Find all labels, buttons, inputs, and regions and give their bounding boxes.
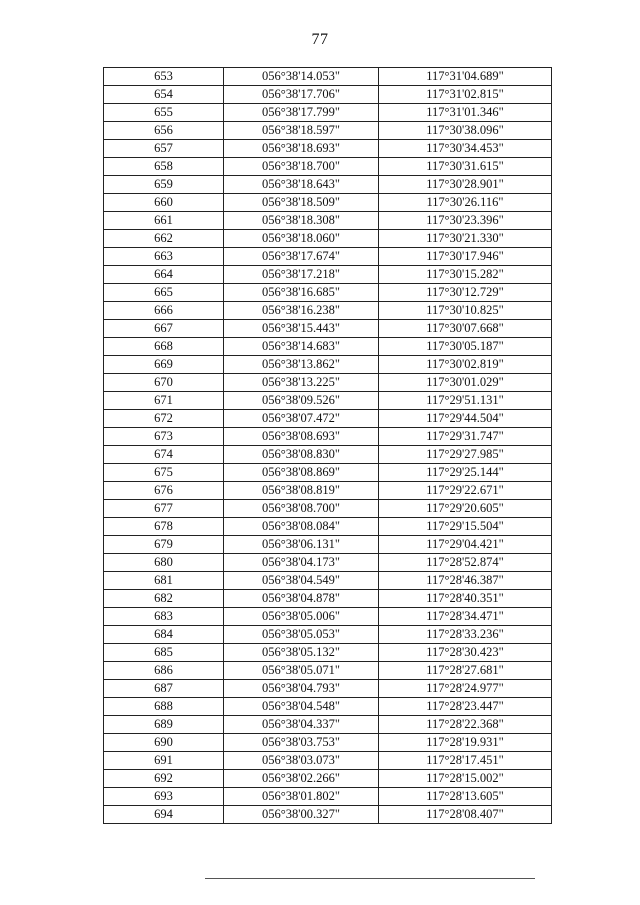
longitude-cell: 117°28'23.447" <box>379 698 552 716</box>
table-row <box>104 230 552 248</box>
table-row <box>104 644 552 662</box>
latitude-cell: 056°38'07.472" <box>224 410 379 428</box>
latitude-cell: 056°38'14.053" <box>224 68 379 86</box>
latitude-cell: 056°38'13.225" <box>224 374 379 392</box>
table-row <box>104 410 552 428</box>
point-number-cell: 654 <box>104 86 224 104</box>
longitude-cell: 117°28'46.387" <box>379 572 552 590</box>
longitude-cell: 117°29'22.671" <box>379 482 552 500</box>
longitude-cell: 117°29'31.747" <box>379 428 552 446</box>
latitude-cell: 056°38'17.799" <box>224 104 379 122</box>
longitude-cell: 117°28'27.681" <box>379 662 552 680</box>
table-row <box>104 680 552 698</box>
latitude-cell: 056°38'01.802" <box>224 788 379 806</box>
latitude-cell: 056°38'08.819" <box>224 482 379 500</box>
longitude-cell: 117°29'04.421" <box>379 536 552 554</box>
longitude-cell: 117°28'40.351" <box>379 590 552 608</box>
longitude-cell: 117°28'22.368" <box>379 716 552 734</box>
table-row <box>104 788 552 806</box>
point-number-cell: 658 <box>104 158 224 176</box>
table-row <box>104 86 552 104</box>
latitude-cell: 056°38'09.526" <box>224 392 379 410</box>
scan-mark-bottom <box>205 878 535 879</box>
table-row <box>104 392 552 410</box>
point-number-cell: 690 <box>104 734 224 752</box>
latitude-cell: 056°38'18.643" <box>224 176 379 194</box>
table-row <box>104 302 552 320</box>
table-row <box>104 176 552 194</box>
table-row <box>104 806 552 824</box>
latitude-cell: 056°38'18.308" <box>224 212 379 230</box>
point-number-cell: 670 <box>104 374 224 392</box>
table-row <box>104 716 552 734</box>
longitude-cell: 117°28'33.236" <box>379 626 552 644</box>
point-number-cell: 662 <box>104 230 224 248</box>
longitude-cell: 117°31'02.815" <box>379 86 552 104</box>
point-number-cell: 694 <box>104 806 224 824</box>
latitude-cell: 056°38'04.548" <box>224 698 379 716</box>
table-row <box>104 428 552 446</box>
table-row <box>104 374 552 392</box>
table-row <box>104 338 552 356</box>
table-row <box>104 248 552 266</box>
table-row <box>104 320 552 338</box>
latitude-cell: 056°38'08.693" <box>224 428 379 446</box>
point-number-cell: 671 <box>104 392 224 410</box>
table-row <box>104 518 552 536</box>
table-row <box>104 770 552 788</box>
point-number-cell: 663 <box>104 248 224 266</box>
longitude-cell: 117°30'21.330" <box>379 230 552 248</box>
longitude-cell: 117°29'27.985" <box>379 446 552 464</box>
latitude-cell: 056°38'05.006" <box>224 608 379 626</box>
table-row <box>104 698 552 716</box>
longitude-cell: 117°30'12.729" <box>379 284 552 302</box>
table-row <box>104 554 552 572</box>
table-row <box>104 266 552 284</box>
longitude-cell: 117°30'07.668" <box>379 320 552 338</box>
point-number-cell: 656 <box>104 122 224 140</box>
point-number-cell: 661 <box>104 212 224 230</box>
point-number-cell: 668 <box>104 338 224 356</box>
longitude-cell: 117°30'34.453" <box>379 140 552 158</box>
longitude-cell: 117°28'34.471" <box>379 608 552 626</box>
longitude-cell: 117°30'28.901" <box>379 176 552 194</box>
point-number-cell: 688 <box>104 698 224 716</box>
point-number-cell: 689 <box>104 716 224 734</box>
point-number-cell: 684 <box>104 626 224 644</box>
latitude-cell: 056°38'03.073" <box>224 752 379 770</box>
latitude-cell: 056°38'15.443" <box>224 320 379 338</box>
point-number-cell: 669 <box>104 356 224 374</box>
point-number-cell: 653 <box>104 68 224 86</box>
longitude-cell: 117°31'01.346" <box>379 104 552 122</box>
coordinates-table-body <box>104 68 552 824</box>
point-number-cell: 674 <box>104 446 224 464</box>
point-number-cell: 667 <box>104 320 224 338</box>
latitude-cell: 056°38'02.266" <box>224 770 379 788</box>
longitude-cell: 117°29'15.504" <box>379 518 552 536</box>
latitude-cell: 056°38'16.238" <box>224 302 379 320</box>
longitude-cell: 117°30'02.819" <box>379 356 552 374</box>
table-row <box>104 122 552 140</box>
table-row <box>104 212 552 230</box>
latitude-cell: 056°38'08.084" <box>224 518 379 536</box>
longitude-cell: 117°31'04.689" <box>379 68 552 86</box>
point-number-cell: 683 <box>104 608 224 626</box>
latitude-cell: 056°38'17.218" <box>224 266 379 284</box>
latitude-cell: 056°38'08.869" <box>224 464 379 482</box>
table-row <box>104 536 552 554</box>
point-number-cell: 672 <box>104 410 224 428</box>
latitude-cell: 056°38'03.753" <box>224 734 379 752</box>
point-number-cell: 665 <box>104 284 224 302</box>
table-row <box>104 626 552 644</box>
longitude-cell: 117°30'17.946" <box>379 248 552 266</box>
point-number-cell: 655 <box>104 104 224 122</box>
table-row <box>104 446 552 464</box>
longitude-cell: 117°28'15.002" <box>379 770 552 788</box>
table-row <box>104 140 552 158</box>
latitude-cell: 056°38'17.706" <box>224 86 379 104</box>
table-row <box>104 104 552 122</box>
latitude-cell: 056°38'04.793" <box>224 680 379 698</box>
table-row <box>104 464 552 482</box>
latitude-cell: 056°38'00.327" <box>224 806 379 824</box>
page-number: 77 <box>311 31 329 48</box>
point-number-cell: 681 <box>104 572 224 590</box>
table-row <box>104 482 552 500</box>
longitude-cell: 117°30'38.096" <box>379 122 552 140</box>
point-number-cell: 675 <box>104 464 224 482</box>
table-row <box>104 356 552 374</box>
longitude-cell: 117°28'24.977" <box>379 680 552 698</box>
longitude-cell: 117°29'51.131" <box>379 392 552 410</box>
point-number-cell: 687 <box>104 680 224 698</box>
point-number-cell: 664 <box>104 266 224 284</box>
longitude-cell: 117°29'20.605" <box>379 500 552 518</box>
point-number-cell: 673 <box>104 428 224 446</box>
latitude-cell: 056°38'18.700" <box>224 158 379 176</box>
latitude-cell: 056°38'18.597" <box>224 122 379 140</box>
longitude-cell: 117°28'17.451" <box>379 752 552 770</box>
longitude-cell: 117°29'25.144" <box>379 464 552 482</box>
latitude-cell: 056°38'17.674" <box>224 248 379 266</box>
point-number-cell: 692 <box>104 770 224 788</box>
latitude-cell: 056°38'13.862" <box>224 356 379 374</box>
point-number-cell: 666 <box>104 302 224 320</box>
latitude-cell: 056°38'04.173" <box>224 554 379 572</box>
latitude-cell: 056°38'18.693" <box>224 140 379 158</box>
table-row <box>104 752 552 770</box>
latitude-cell: 056°38'16.685" <box>224 284 379 302</box>
latitude-cell: 056°38'18.509" <box>224 194 379 212</box>
point-number-cell: 693 <box>104 788 224 806</box>
point-number-cell: 657 <box>104 140 224 158</box>
longitude-cell: 117°29'44.504" <box>379 410 552 428</box>
point-number-cell: 686 <box>104 662 224 680</box>
longitude-cell: 117°28'08.407" <box>379 806 552 824</box>
table-row <box>104 158 552 176</box>
latitude-cell: 056°38'05.132" <box>224 644 379 662</box>
longitude-cell: 117°28'52.874" <box>379 554 552 572</box>
point-number-cell: 660 <box>104 194 224 212</box>
latitude-cell: 056°38'04.549" <box>224 572 379 590</box>
table-row <box>104 590 552 608</box>
latitude-cell: 056°38'04.878" <box>224 590 379 608</box>
point-number-cell: 677 <box>104 500 224 518</box>
latitude-cell: 056°38'06.131" <box>224 536 379 554</box>
point-number-cell: 680 <box>104 554 224 572</box>
table-row <box>104 572 552 590</box>
longitude-cell: 117°28'13.605" <box>379 788 552 806</box>
point-number-cell: 685 <box>104 644 224 662</box>
table-row <box>104 734 552 752</box>
longitude-cell: 117°30'15.282" <box>379 266 552 284</box>
longitude-cell: 117°30'26.116" <box>379 194 552 212</box>
longitude-cell: 117°28'19.931" <box>379 734 552 752</box>
point-number-cell: 659 <box>104 176 224 194</box>
latitude-cell: 056°38'14.683" <box>224 338 379 356</box>
point-number-cell: 676 <box>104 482 224 500</box>
latitude-cell: 056°38'08.700" <box>224 500 379 518</box>
longitude-cell: 117°30'31.615" <box>379 158 552 176</box>
point-number-cell: 679 <box>104 536 224 554</box>
latitude-cell: 056°38'05.071" <box>224 662 379 680</box>
longitude-cell: 117°30'10.825" <box>379 302 552 320</box>
longitude-cell: 117°30'23.396" <box>379 212 552 230</box>
point-number-cell: 682 <box>104 590 224 608</box>
point-number-cell: 678 <box>104 518 224 536</box>
longitude-cell: 117°30'01.029" <box>379 374 552 392</box>
table-row <box>104 662 552 680</box>
table-row <box>104 284 552 302</box>
longitude-cell: 117°28'30.423" <box>379 644 552 662</box>
table-row <box>104 68 552 86</box>
latitude-cell: 056°38'04.337" <box>224 716 379 734</box>
table-row <box>104 194 552 212</box>
latitude-cell: 056°38'08.830" <box>224 446 379 464</box>
longitude-cell: 117°30'05.187" <box>379 338 552 356</box>
latitude-cell: 056°38'18.060" <box>224 230 379 248</box>
latitude-cell: 056°38'05.053" <box>224 626 379 644</box>
table-row <box>104 608 552 626</box>
point-number-cell: 691 <box>104 752 224 770</box>
coordinates-table <box>103 67 552 824</box>
table-row <box>104 500 552 518</box>
